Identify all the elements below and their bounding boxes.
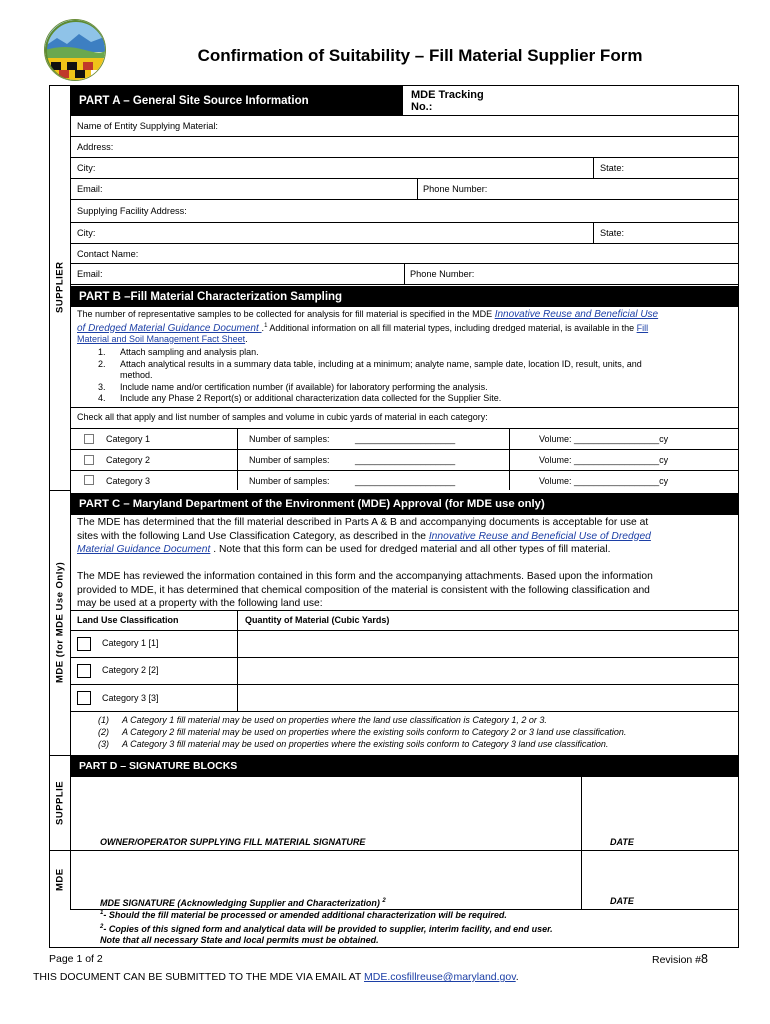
category-3-checkbox[interactable] — [84, 475, 94, 485]
side-label-supplier: SUPPLIER — [54, 261, 66, 314]
samples-input-2[interactable]: ____________________ — [355, 455, 456, 465]
submit-instructions: THIS DOCUMENT CAN BE SUBMITTED TO THE MDE VIA EMAIL AT MDE.cosfillreuse@maryland.gov. — [33, 971, 519, 983]
step-item: 2. Attach analytical results in a summary data table, including at a minimum; analyte name, sample date, location ID, result, units, and — [98, 358, 642, 369]
mde-tracking-box[interactable]: MDE Tracking No.: — [402, 86, 738, 116]
note-item: (2) A Category 2 fill material may be used on properties where the existing soils conform to Category 2 or 3 land use classification. — [98, 726, 627, 737]
footnotes: $^1$- Should the fill material be processed or amended additional characterization will be required. $^2$- Copies of this signed form and analytical data will be provided to supplier, interim facility, and end user. Note that all necessary State and local permits must be obtained. — [100, 910, 553, 945]
mde-logo — [44, 19, 106, 81]
approval-category-1-label: Category 1 [1] — [102, 638, 159, 648]
page-number: Page 1 of 2 — [49, 953, 103, 965]
date-label-2: DATE — [610, 896, 634, 906]
state-field-2[interactable]: State: — [600, 228, 625, 238]
guidance-link-c[interactable]: Innovative Reuse and Beneficial Use of Dredged — [428, 530, 651, 542]
contact-name-field[interactable]: Contact Name: — [71, 244, 739, 264]
part-c-header: PART C – Maryland Department of the Environment (MDE) Approval (for MDE use only) — [71, 493, 739, 515]
step-item: 4. Include any Phase 2 Report(s) or additional characterization data collected for the Supplier Site. — [98, 393, 502, 403]
facility-address-field[interactable]: Supplying Facility Address: — [71, 200, 739, 223]
city-field[interactable]: City: — [71, 158, 739, 179]
approval-category-3-checkbox[interactable] — [77, 691, 91, 705]
part-a-header — [71, 86, 402, 116]
email-field-2[interactable]: Email: — [71, 264, 739, 285]
guidance-link-c-2[interactable]: Material Guidance Document — [77, 544, 211, 555]
category-1-label: Category 1 — [106, 434, 151, 444]
address-field[interactable]: Address: — [71, 137, 739, 158]
step-item: method. — [120, 370, 153, 380]
sampling-table — [71, 428, 739, 490]
approval-category-3-label: Category 3 [3] — [102, 693, 159, 703]
side-bar-supplie — [49, 755, 71, 850]
guidance-document-link-2[interactable]: of Dredged Material Guidance Document — [77, 322, 262, 334]
revision: Revision #8 — [652, 952, 708, 966]
part-b-steps — [98, 347, 738, 405]
step-item: 3. Include name and/or certification number (if available) for laboratory performing the analysis. — [98, 381, 488, 392]
samples-label: Number of samples: — [249, 476, 330, 486]
volume-input-3[interactable]: Volume: _________________cy — [539, 476, 669, 486]
part-d-header: PART D – SIGNATURE BLOCKS — [71, 755, 739, 777]
land-use-column-header: Land Use Classification — [77, 615, 179, 625]
volume-input-1[interactable]: Volume: _________________cy — [539, 434, 669, 444]
check-instructions: Check all that apply and list number of samples and volume in cubic yards of material in each category: — [77, 412, 488, 422]
fact-sheet-link[interactable]: Fill — [636, 322, 649, 333]
phone-field[interactable]: Phone Number: — [423, 184, 488, 194]
samples-input-3[interactable]: ____________________ — [355, 476, 456, 486]
category-2-checkbox[interactable] — [84, 455, 94, 465]
approval-category-1-checkbox[interactable] — [77, 637, 91, 651]
classification-table — [71, 610, 739, 712]
logo-emblem-icon — [45, 20, 106, 81]
state-field[interactable]: State: — [600, 163, 625, 173]
side-bar-supplier — [49, 85, 71, 490]
date-label-1: DATE — [610, 837, 634, 847]
side-label-mde-use: MDE (for MDE Use Only) — [54, 561, 66, 684]
part-b-intro: The number of representative samples to be collected for analysis for fill material is specified in the MDE Innovative Reuse and Beneficial Use of Dredged Material Guidance Document .$^1$ Additional information on all fill material types, including dredged material, is available in the Fill Material and Soil Management Fact Sheet. — [77, 309, 659, 344]
side-bar-mde-use — [49, 490, 71, 755]
samples-input-1[interactable]: ____________________ — [355, 434, 456, 444]
side-bar-mde — [49, 850, 71, 910]
part-c-notes — [98, 715, 738, 750]
side-label-mde: MDE — [54, 868, 66, 892]
entity-name-field[interactable]: Name of Entity Supplying Material: — [71, 116, 739, 137]
part-c-paragraph-1: The MDE has determined that the fill material described in Parts A & B and accompanying documents is acceptable for use at sites with the following Land Use Classification Category, as described in the Innovative Reuse and Beneficial Use of Dredged Material Guidance Document . Note that this form can be used for dredged material and all other types of fill material. — [77, 517, 651, 555]
part-a-title: PART A – General Site Source Information — [79, 95, 309, 107]
page-title: Confirmation of Suitability – Fill Material Supplier Form — [197, 46, 643, 65]
samples-label: Number of samples: — [249, 455, 330, 465]
note-item: (1) A Category 1 fill material may be used on properties where the land use classification is Category 1, 2 or 3. — [98, 715, 547, 725]
approval-category-2-label: Category 2 [2] — [102, 665, 159, 675]
mde-signature-field[interactable] — [71, 851, 581, 895]
category-2-label: Category 2 — [106, 455, 151, 465]
city-field-2[interactable]: City: — [71, 223, 739, 244]
guidance-document-link[interactable]: Innovative Reuse and Beneficial Use — [494, 309, 659, 320]
category-1-checkbox[interactable] — [84, 434, 94, 444]
samples-label: Number of samples: — [249, 434, 330, 444]
phone-field-2[interactable]: Phone Number: — [410, 269, 475, 279]
note-item: (3) A Category 3 fill material may be used on properties where the existing soils conform to Category 3 land use classification. — [98, 738, 609, 749]
part-b-header: PART B –Fill Material Characterization Sampling — [71, 286, 739, 307]
fact-sheet-link-2[interactable]: Material and Soil Management Fact Sheet — [77, 334, 246, 344]
part-c-paragraph-2: The MDE has reviewed the information contained in this form and the accompanying attachments. Based upon the information provided to MDE, it has determined that chemical composition of the material is consistent with the following classification and may be used at a property with the following land use: — [77, 571, 653, 609]
mde-email-link[interactable]: MDE.cosfillreuse@maryland.gov — [364, 971, 516, 983]
approval-category-2-checkbox[interactable] — [77, 664, 91, 678]
quantity-column-header: Quantity of Material (Cubic Yards) — [245, 615, 390, 625]
volume-input-2[interactable]: Volume: _________________cy — [539, 455, 669, 465]
owner-signature-label: OWNER/OPERATOR SUPPLYING FILL MATERIAL SIGNATURE — [100, 837, 366, 847]
mde-signature-label: MDE SIGNATURE (Acknowledging Supplier and Characterization) $^2$ — [100, 898, 386, 908]
side-label-supplie: SUPPLIE — [54, 780, 66, 825]
category-3-label: Category 3 — [106, 476, 151, 486]
step-item: 1. Attach sampling and analysis plan. — [98, 347, 259, 357]
email-field[interactable]: Email: — [71, 179, 739, 200]
